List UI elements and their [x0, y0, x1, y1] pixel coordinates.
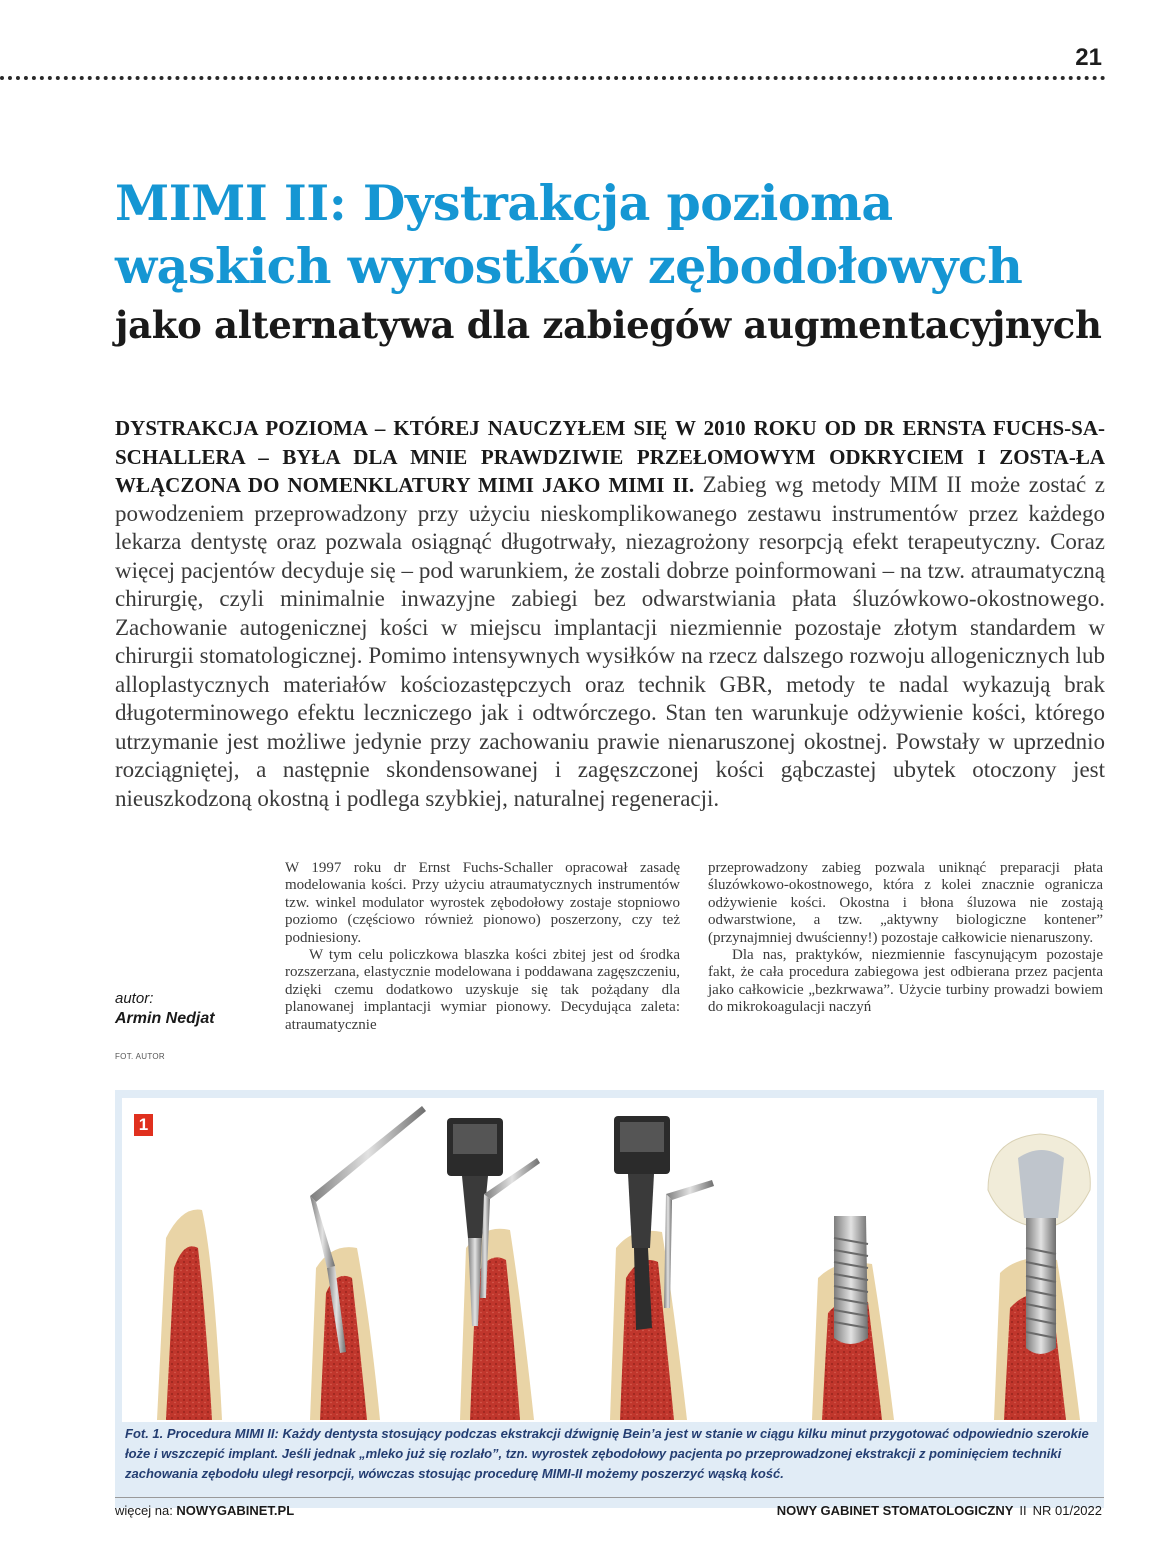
body-paragraph: Dla nas, praktyków, niezmiennie fascynującym pozostaje fakt, że cała procedura zabiegowa jest odbierana przez pacjenta jako całkowicie „bezkrwawa”. Użycie turbiny prowadzi bowiem do mikrokoagulacji naczyń	[708, 947, 1103, 1016]
procedure-diagram	[122, 1098, 1097, 1422]
body-column-1	[285, 860, 680, 1034]
figure-caption: Fot. 1. Procedura MIMI II: Każdy dentysta stosujący podczas ekstrakcji dźwignię Bein’a jest w stanie w ciągu kilku minut przygotować odpowiednio szerokie łoże i wszczepić implant. Jeśli jednak „mleko już się rozlało”, tzn. wyrostek zębodołowy pacjenta po przeprowadzonej ekstrakcji z pominięciem techniki zachowania zębodołu uległ resorpcji, wówczas stosując procedurę MIMI-II możemy poszerzyć wąską kość.	[125, 1426, 1089, 1481]
body-column-2	[708, 860, 1103, 1017]
author-label: autor:	[115, 990, 154, 1007]
article-subtitle: jako alternatywa dla zabiegów augmentacyjnych	[115, 303, 1102, 347]
stage-2-modulator	[310, 1106, 426, 1420]
figure-1	[115, 1090, 1104, 1508]
stage-1-narrow-ridge	[157, 1210, 222, 1420]
page-number: 21	[1075, 44, 1102, 71]
author-block	[115, 990, 215, 1028]
stage-3-condenser	[447, 1118, 540, 1420]
dotted-divider	[0, 76, 1106, 80]
body-paragraph: W tym celu policzkowa blaszka kości zbitej jest od środka rozszerzana, elastycznie modelowana i poddawana zagęszczeniu, dzięki czemu dodatkowo uzyskuje się tak pożądany dla planowanej implantacji wymiar pionowy. Decydująca zaleta: atraumatycznie	[285, 947, 680, 1033]
footer-divider	[115, 1497, 1104, 1498]
lead-paragraph	[115, 414, 1105, 813]
footer-prefix: więcej na:	[115, 1503, 177, 1518]
footer-website	[115, 1503, 294, 1518]
author-name: Armin Nedjat	[115, 1010, 215, 1027]
body-paragraph: przeprowadzony zabieg pozwala uniknąć preparacji płata śluzówkowo-okostnowego, która z kolei znacznie ogranicza odżywienie kości. Okostna i błona śluzowa nie zostają odwarstwione, a tzw. „aktywny biologiczne kontener” (przynajmniej dwuścienny!) pozostaje całkowicie nienaruszony.	[708, 860, 1103, 946]
stage-5-implant	[812, 1216, 894, 1420]
website-link[interactable]: NOWYGABINET.PL	[176, 1503, 295, 1518]
article-title: MIMI II: Dystrakcja pozioma wąskich wyrostków zębodołowych	[115, 174, 1023, 295]
issue-number: NR 01/2022	[1032, 1503, 1102, 1518]
body-paragraph: W 1997 roku dr Ernst Fuchs-Schaller opracował zasadę modelowania kości. Przy użyciu atraumatycznych instrumentów tzw. winkel modulator wyrostek zębodołowy zostaje stopniowo poziomo (częściowo również pionowo) poszerzony, czy też podniesiony.	[285, 860, 680, 946]
stage-6-crown	[988, 1134, 1090, 1420]
footer-issue	[777, 1503, 1102, 1518]
procedure-illustration	[122, 1098, 1097, 1422]
figure-number-badge: 1	[134, 1114, 153, 1136]
lead-caps: DYSTRAKCJA POZIOMA – KTÓREJ NAUCZYŁEM SIĘ W 2010 ROKU OD DR ERNSTA FUCHS-SA-SCHALLERA – BYŁA DLA MNIE PRAWDZIWIE PRZEŁOMOWYM ODKRYCIEM I ZOSTA-ŁA WŁĄCZONA DO NOMENKLATURY MIMI JAKO MIMI II.	[115, 416, 1105, 497]
magazine-name: NOWY GABINET STOMATOLOGICZNY	[776, 1503, 1014, 1518]
photo-credit: FOT. AUTOR	[115, 1052, 165, 1061]
footer-separator: II	[1019, 1503, 1027, 1518]
stage-4-deep-condenser	[610, 1116, 714, 1420]
lead-text: Zabieg wg metody MIM II może zostać z powodzeniem przeprowadzony przy użyciu nieskomplikowanego zestawu instrumentów przez każdego lekarza dentystę oraz pozwala osiągnąć długotrwały, niezagrożony resorpcją efekt terapeutyczny. Coraz więcej pacjentów decyduje się – pod warunkiem, że zostali dobrze poinformowani – na tzw. atraumatyczną chirurgię, czyli minimalnie inwazyjne zabiegi bez odwarstwiania płata śluzówkowo-okostnowego. Zachowanie autogenicznej kości w miejscu implantacji niezmiennie pozostaje złotym standardem w chirurgii stomatologicznej. Pomimo intensywnych wysiłków na rzecz dalszego rozwoju allogenicznych lub alloplastycznych materiałów kościozastępczych oraz technik GBR, metody te nadal wykazują brak długoterminowego efektu leczniczego jak i odtwórczego. Stan ten warunkuje odżywienie kości, którego utrzymanie jest możliwe jedynie przy zachowaniu prawie nienaruszonej okostnej. Powstały w uprzednio rozciągniętej, a następnie skondensowanej i zagęszczonej kości gąbczastej ubytek otoczony jest nieuszkodzoną okostną i podlega szybkiej, naturalnej regeneracji.	[115, 472, 1105, 811]
